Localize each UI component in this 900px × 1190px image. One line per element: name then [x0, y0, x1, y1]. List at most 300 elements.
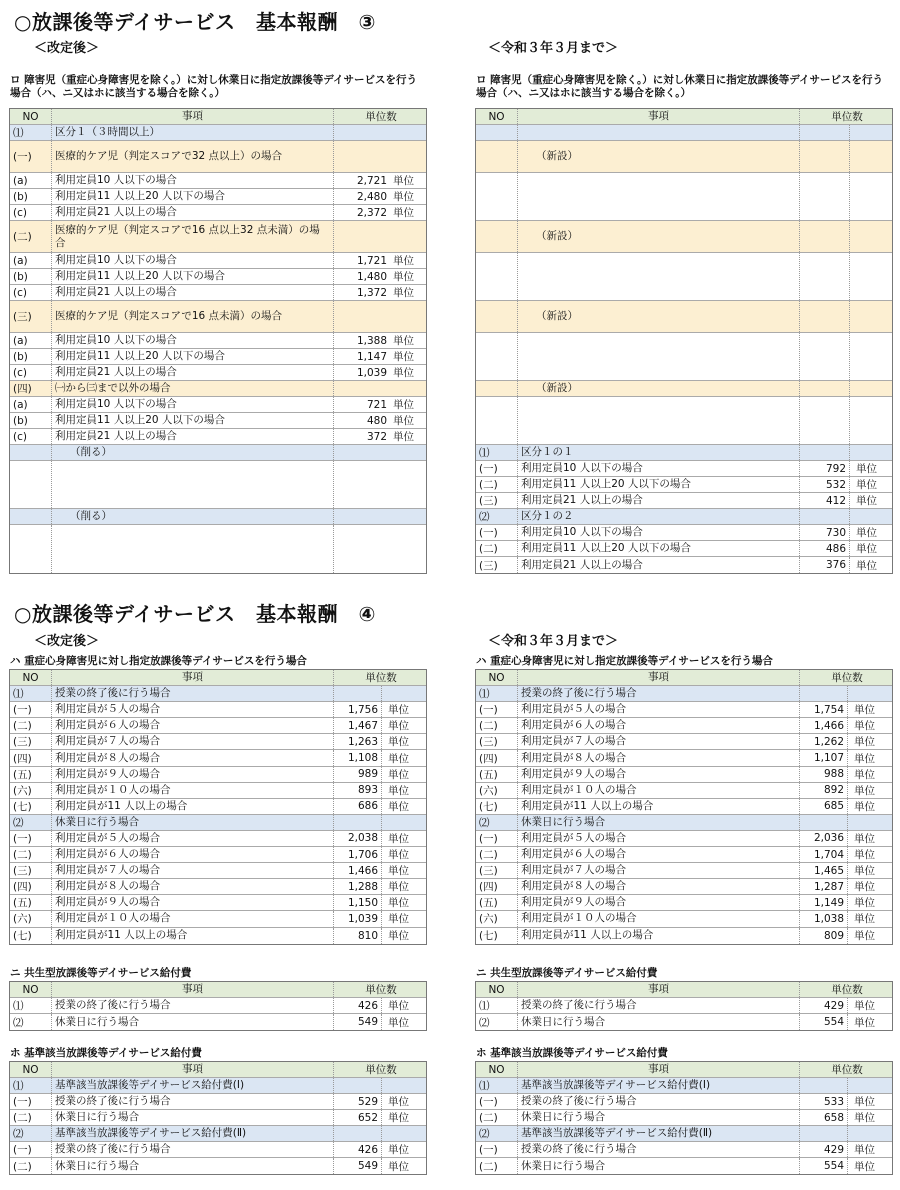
table-row: [476, 750, 892, 766]
row-unit: [850, 509, 894, 524]
table-row: [10, 381, 426, 397]
table-row: [10, 125, 426, 141]
row-unit: 単位: [393, 287, 414, 299]
row-item: 利用定員が11 人以上の場合: [518, 799, 800, 814]
row-value: [800, 333, 850, 380]
page4-ha-heading-before: ハ 重症心身障害児に対し指定放課後等デイサービスを行う場合: [476, 655, 773, 667]
row-no: (二): [10, 718, 52, 733]
table-row: [476, 815, 892, 831]
table-row: [476, 879, 892, 895]
table-row: [10, 911, 426, 927]
row-value: [800, 397, 850, 444]
row-item: 授業の終了後に行う場合: [518, 686, 800, 701]
row-value: 2,038: [334, 831, 382, 846]
row-no: (六): [10, 911, 52, 926]
row-item: 利用定員が１０人の場合: [518, 783, 800, 798]
row-no: (四): [476, 750, 518, 765]
row-value: 1,754: [800, 702, 848, 717]
row-value: [334, 815, 382, 830]
table-row: [476, 928, 892, 944]
row-no: ⑴: [476, 1078, 518, 1093]
table-row: [10, 141, 426, 173]
row-no: (a): [10, 253, 52, 268]
row-unit: 単位: [393, 271, 414, 283]
row-no: [476, 221, 518, 252]
row-item: 利用定員が11 人以上の場合: [518, 928, 800, 944]
row-item: 利用定員が６人の場合: [518, 718, 800, 733]
row-no: ⑴: [10, 125, 52, 140]
table-header-row: [476, 670, 892, 686]
row-value: [800, 445, 850, 460]
row-no: [476, 141, 518, 172]
row-unit: 単位: [388, 768, 409, 781]
row-item: 授業の終了後に行う場合: [52, 1094, 334, 1109]
row-unit: 単位: [393, 255, 414, 267]
page4-before-label: ＜令和３年３月まで＞: [488, 634, 619, 649]
table-header-row: [10, 982, 426, 998]
row-unit: 単位: [856, 495, 877, 507]
row-no: (六): [476, 911, 518, 926]
row-unit: 単位: [393, 191, 414, 203]
row-value: 529: [334, 1094, 382, 1109]
header-units: 単位数: [831, 1064, 863, 1076]
row-unit: 単位: [388, 736, 409, 749]
row-unit: [848, 1126, 894, 1141]
page4-ha-heading-after: ハ 重症心身障害児に対し指定放課後等デイサービスを行う場合: [10, 655, 307, 667]
row-no: (七): [476, 799, 518, 814]
row-unit: [390, 381, 428, 396]
row-no: (一): [476, 831, 518, 846]
row-value: 1,706: [334, 847, 382, 862]
row-unit: [390, 509, 428, 524]
row-item: 利用定員21 人以上の場合: [518, 493, 800, 508]
row-no: ⑵: [476, 1126, 518, 1141]
row-value: [334, 509, 390, 524]
row-item: 休業日に行う場合: [518, 815, 800, 830]
row-item: 利用定員10 人以下の場合: [518, 461, 800, 476]
row-unit: [382, 815, 428, 830]
row-item: 利用定員21 人以上の場合: [52, 285, 334, 300]
page4-ni-heading-before: ニ 共生型放課後等デイサービス給付費: [476, 967, 658, 979]
table-row: [10, 429, 426, 445]
table-row: [10, 285, 426, 301]
row-item: （新設）: [518, 381, 800, 396]
table-row: [10, 815, 426, 831]
row-unit: 単位: [393, 207, 414, 219]
row-unit: 単位: [854, 720, 875, 733]
row-no: (七): [10, 799, 52, 814]
header-no: NO: [10, 1062, 52, 1077]
row-unit: 単位: [393, 351, 414, 363]
row-value: 893: [334, 783, 382, 798]
row-unit: 単位: [388, 1000, 409, 1012]
row-item: 授業の終了後に行う場合: [52, 998, 334, 1013]
table-row: [476, 702, 892, 718]
page3-after-table: [9, 108, 427, 574]
row-item: 授業の終了後に行う場合: [518, 1094, 800, 1109]
row-no: [476, 381, 518, 396]
row-item: 利用定員が７人の場合: [518, 734, 800, 749]
row-item: 利用定員が１０人の場合: [52, 783, 334, 798]
row-unit: 単位: [854, 784, 875, 797]
row-value: 730: [800, 525, 850, 540]
row-value: 549: [334, 1014, 382, 1030]
row-value: [334, 525, 390, 573]
row-no: (b): [10, 349, 52, 364]
row-item: 利用定員が１０人の場合: [518, 911, 800, 926]
row-no: (a): [10, 333, 52, 348]
table-row: [476, 173, 892, 221]
table-row: [476, 1014, 892, 1030]
row-no: ⑵: [10, 1014, 52, 1030]
row-item: [518, 397, 800, 444]
table-row: [10, 189, 426, 205]
table-row: [10, 333, 426, 349]
row-item: 利用定員21 人以上の場合: [518, 557, 800, 573]
row-unit: 単位: [388, 865, 409, 878]
table-row: [476, 141, 892, 173]
row-item: 休業日に行う場合: [52, 815, 334, 830]
row-no: (一): [476, 525, 518, 540]
row-item: 休業日に行う場合: [52, 1014, 334, 1030]
table-row: [10, 413, 426, 429]
row-no: (五): [10, 895, 52, 910]
row-item: （削る）: [52, 509, 334, 524]
row-value: [334, 381, 390, 396]
row-item: （新設）: [518, 141, 800, 172]
header-item: 事項: [52, 109, 334, 124]
row-no: (四): [10, 750, 52, 765]
row-item: 医療的ケア児（判定スコアで16 点以上32 点未満）の場合: [52, 221, 334, 252]
row-item: 利用定員が７人の場合: [52, 863, 334, 878]
row-unit: 単位: [393, 431, 414, 443]
page3-after-heading: ロ 障害児（重症心身障害児を除く。）に対し休業日に指定放課後等デイサービスを行う場合（ハ、ニ又はホに該当する場合を除く。）: [10, 74, 417, 99]
row-item: 利用定員が１０人の場合: [52, 911, 334, 926]
row-item: 休業日に行う場合: [518, 1014, 800, 1030]
row-no: ⑵: [476, 1014, 518, 1030]
row-item: [52, 525, 334, 573]
row-unit: 単位: [393, 399, 414, 411]
table-row: [476, 847, 892, 863]
row-item: 区分１の１: [518, 445, 800, 460]
row-value: 1,038: [800, 911, 848, 926]
header-item: 事項: [518, 109, 800, 124]
row-value: [334, 141, 390, 172]
row-unit: [390, 125, 428, 140]
table-row: [10, 1142, 426, 1158]
page4-ho-after-table: [9, 1061, 427, 1175]
table-row: [476, 381, 892, 397]
row-value: 480: [366, 414, 387, 427]
row-item: 利用定員が11 人以上の場合: [52, 928, 334, 944]
header-no: NO: [476, 670, 518, 685]
row-value: 533: [800, 1094, 848, 1109]
table-row: [476, 445, 892, 461]
row-value: [334, 461, 390, 508]
row-value: 1,149: [800, 895, 848, 910]
header-units: 単位数: [365, 1064, 397, 1076]
row-unit: 単位: [856, 527, 877, 539]
row-item: 授業の終了後に行う場合: [52, 686, 334, 701]
table-row: [476, 783, 892, 799]
row-unit: 単位: [854, 752, 875, 765]
row-no: (二): [10, 1110, 52, 1125]
row-item: 基準該当放課後等デイサービス給付費(Ⅱ): [518, 1126, 800, 1141]
row-item: 利用定員が８人の場合: [52, 879, 334, 894]
row-item: 休業日に行う場合: [52, 1110, 334, 1125]
row-item: 利用定員21 人以上の場合: [52, 365, 334, 380]
row-unit: 単位: [854, 849, 875, 862]
table-row: [10, 525, 426, 573]
row-no: (a): [10, 397, 52, 412]
row-unit: 単位: [388, 1096, 409, 1108]
row-no: (b): [10, 189, 52, 204]
row-no: [10, 445, 52, 460]
row-unit: 単位: [856, 543, 877, 555]
row-value: 809: [800, 928, 848, 944]
row-item: 利用定員11 人以上20 人以下の場合: [52, 349, 334, 364]
row-unit: 単位: [388, 849, 409, 862]
row-item: ㈠から㈢まで以外の場合: [52, 381, 334, 396]
row-no: (二): [476, 541, 518, 556]
table-row: [10, 301, 426, 333]
header-no: NO: [10, 670, 52, 685]
row-value: 549: [334, 1158, 382, 1174]
table-row: [10, 397, 426, 413]
page4-after-label: ＜改定後＞: [34, 634, 100, 649]
table-row: [476, 333, 892, 381]
row-no: ⑴: [476, 445, 518, 460]
row-value: 1,150: [334, 895, 382, 910]
row-no: (三): [476, 863, 518, 878]
table-row: [476, 1078, 892, 1094]
table-header-row: [476, 982, 892, 998]
row-no: [10, 525, 52, 573]
row-item: [518, 253, 800, 300]
row-item: 休業日に行う場合: [518, 1110, 800, 1125]
row-no: (二): [476, 1110, 518, 1125]
row-value: 429: [800, 998, 848, 1013]
row-no: (六): [10, 783, 52, 798]
row-value: 988: [800, 767, 848, 782]
row-item: 利用定員10 人以下の場合: [52, 253, 334, 268]
header-no: NO: [476, 109, 518, 124]
table-row: [476, 525, 892, 541]
table-row: [476, 1142, 892, 1158]
row-unit: [848, 815, 894, 830]
row-no: (a): [10, 173, 52, 188]
row-item: 利用定員が５人の場合: [52, 702, 334, 717]
table-row: [10, 847, 426, 863]
row-no: (五): [10, 767, 52, 782]
row-item: 利用定員が７人の場合: [518, 863, 800, 878]
table-row: [10, 509, 426, 525]
table-row: [10, 783, 426, 799]
row-no: ⑴: [10, 686, 52, 701]
row-item: 利用定員が６人の場合: [52, 718, 334, 733]
row-unit: 単位: [388, 913, 409, 926]
row-no: (二): [476, 477, 518, 492]
header-item: 事項: [518, 670, 800, 685]
row-unit: [390, 445, 428, 460]
row-unit: [390, 221, 428, 252]
row-item: 利用定員が９人の場合: [52, 767, 334, 782]
row-no: (一): [10, 831, 52, 846]
row-no: [476, 253, 518, 300]
page4-title: ○放課後等デイサービス 基本報酬 ④: [14, 602, 376, 626]
row-unit: 単位: [388, 1016, 409, 1029]
row-value: 1,467: [334, 718, 382, 733]
row-item: 区分１（３時間以上）: [52, 125, 334, 140]
row-value: 429: [800, 1142, 848, 1157]
table-row: [10, 445, 426, 461]
row-item: 利用定員が８人の場合: [518, 879, 800, 894]
row-no: (一): [10, 702, 52, 717]
row-unit: 単位: [856, 479, 877, 491]
row-no: (五): [476, 895, 518, 910]
table-row: [10, 686, 426, 702]
table-row: [476, 509, 892, 525]
row-value: 652: [334, 1110, 382, 1125]
header-item: 事項: [518, 1062, 800, 1077]
row-value: 1,262: [800, 734, 848, 749]
table-row: [10, 998, 426, 1014]
row-value: 554: [800, 1014, 848, 1030]
row-no: (二): [476, 1158, 518, 1174]
row-item: 利用定員11 人以上20 人以下の場合: [518, 541, 800, 556]
row-value: 1,466: [334, 863, 382, 878]
row-value: 554: [800, 1158, 848, 1174]
row-item: 利用定員が７人の場合: [52, 734, 334, 749]
row-unit: [850, 397, 894, 444]
page4-ha-before-table: [475, 669, 893, 945]
table-row: [476, 125, 892, 141]
header-no: NO: [10, 982, 52, 997]
row-item: 授業の終了後に行う場合: [518, 1142, 800, 1157]
table-row: [476, 301, 892, 333]
row-no: (c): [10, 429, 52, 444]
row-value: [800, 173, 850, 220]
page4-ho-before-table: [475, 1061, 893, 1175]
row-value: [800, 221, 850, 252]
row-item: 授業の終了後に行う場合: [52, 1142, 334, 1157]
row-no: (四): [476, 879, 518, 894]
row-item: 利用定員21 人以上の場合: [52, 205, 334, 220]
page3-title: ○放課後等デイサービス 基本報酬 ③: [14, 10, 376, 34]
table-row: [476, 767, 892, 783]
row-value: 1,287: [800, 879, 848, 894]
table-row: [476, 1110, 892, 1126]
row-value: 810: [334, 928, 382, 944]
row-value: [800, 253, 850, 300]
table-row: [10, 173, 426, 189]
row-unit: 単位: [388, 881, 409, 894]
table-row: [476, 477, 892, 493]
row-item: 利用定員が８人の場合: [52, 750, 334, 765]
row-item: 医療的ケア児（判定スコアで16 点未満）の場合: [52, 301, 334, 332]
row-unit: [850, 221, 894, 252]
row-item: 利用定員11 人以上20 人以下の場合: [52, 189, 334, 204]
row-value: [334, 1078, 382, 1093]
row-item: （削る）: [52, 445, 334, 460]
table-row: [476, 831, 892, 847]
row-no: (一): [476, 1094, 518, 1109]
table-row: [476, 1126, 892, 1142]
row-no: (c): [10, 285, 52, 300]
row-value: 658: [800, 1110, 848, 1125]
row-item: 利用定員11 人以上20 人以下の場合: [52, 413, 334, 428]
row-unit: [850, 381, 894, 396]
table-row: [476, 1158, 892, 1174]
row-unit: 単位: [393, 367, 414, 379]
row-no: (四): [10, 381, 52, 396]
table-row: [10, 831, 426, 847]
row-unit: 単位: [388, 800, 409, 813]
row-unit: [382, 1126, 428, 1141]
header-no: NO: [476, 1062, 518, 1077]
row-no: ⑵: [10, 815, 52, 830]
row-item: 利用定員11 人以上20 人以下の場合: [518, 477, 800, 492]
row-no: (五): [476, 767, 518, 782]
row-unit: 単位: [854, 1000, 875, 1012]
row-value: 792: [800, 461, 850, 476]
row-unit: 単位: [393, 335, 414, 347]
table-row: [10, 1158, 426, 1174]
page3-before-label: ＜令和３年３月まで＞: [488, 41, 619, 56]
row-item: 基準該当放課後等デイサービス給付費(Ⅰ): [518, 1078, 800, 1093]
row-unit: [850, 173, 894, 220]
header-units: 単位数: [365, 672, 397, 685]
row-item: 授業の終了後に行う場合: [518, 998, 800, 1013]
row-item: 区分１の２: [518, 509, 800, 524]
table-row: [476, 911, 892, 927]
row-value: [800, 1078, 848, 1093]
header-no: NO: [476, 982, 518, 997]
row-no: (一): [10, 1094, 52, 1109]
row-unit: 単位: [854, 736, 875, 749]
row-unit: [850, 125, 894, 140]
table-row: [476, 397, 892, 445]
row-no: (一): [476, 461, 518, 476]
row-no: (一): [476, 702, 518, 717]
row-item: 利用定員が５人の場合: [518, 831, 800, 846]
row-value: 1,465: [800, 863, 848, 878]
row-unit: 単位: [388, 784, 409, 797]
row-no: [476, 333, 518, 380]
row-no: (七): [476, 928, 518, 944]
table-row: [10, 365, 426, 381]
row-unit: [390, 461, 428, 508]
table-header-row: [476, 1062, 892, 1078]
row-no: (一): [10, 141, 52, 172]
page4-ho-heading-before: ホ 基準該当放課後等デイサービス給付費: [476, 1047, 668, 1059]
row-value: [800, 815, 848, 830]
table-row: [10, 928, 426, 944]
row-no: (四): [10, 879, 52, 894]
row-value: [334, 301, 390, 332]
row-value: 412: [800, 493, 850, 508]
row-unit: 単位: [388, 930, 409, 943]
header-item: 事項: [52, 670, 334, 685]
row-no: (三): [476, 557, 518, 573]
row-unit: 単位: [393, 415, 414, 427]
row-unit: 単位: [388, 897, 409, 910]
row-value: 376: [800, 557, 850, 573]
row-unit: 単位: [854, 768, 875, 781]
table-row: [10, 799, 426, 815]
row-item: 基準該当放課後等デイサービス給付費(Ⅰ): [52, 1078, 334, 1093]
row-no: (b): [10, 269, 52, 284]
